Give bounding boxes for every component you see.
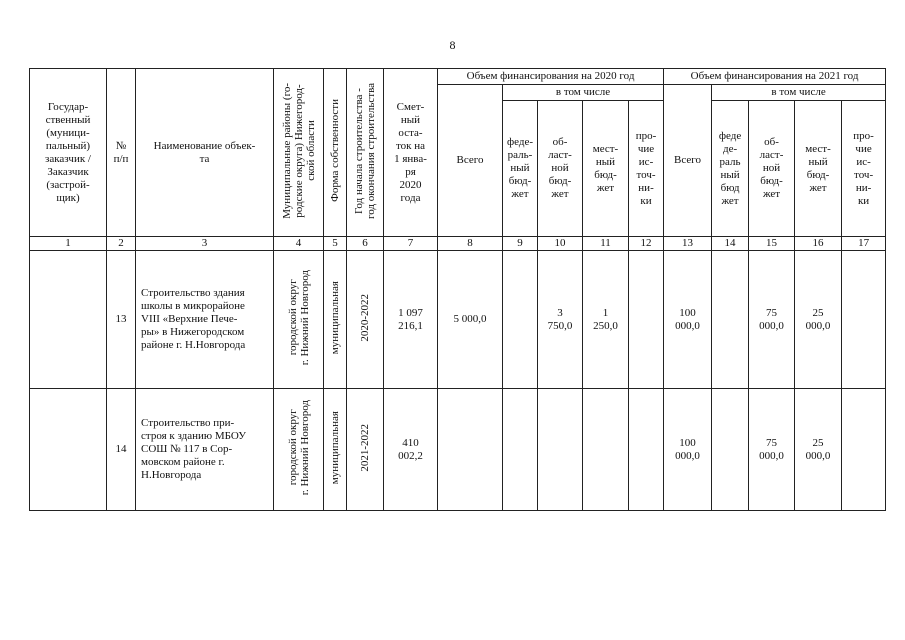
header-oth-2021: про- чие ис- точ- ни- ки — [842, 101, 886, 237]
column-number: 14 — [712, 237, 749, 251]
financing-table — [29, 68, 886, 511]
header-object-name: Наименование объек- та — [136, 69, 274, 237]
column-number: 15 — [749, 237, 795, 251]
column-number: 2 — [107, 237, 136, 251]
header-incl-2021: в том числе — [712, 85, 886, 101]
column-number: 16 — [795, 237, 842, 251]
cell-loc-2021: 25 000,0 — [795, 389, 842, 511]
header-reg-2021: об- ласт- ной бюд- жет — [749, 101, 795, 237]
header-customer: Государ- ственный (муници- пальный) заказчик / Заказчик (застрой- щик) — [30, 69, 107, 237]
column-number: 7 — [384, 237, 438, 251]
header-years: Год начала строительства - год окончания строительства — [347, 69, 384, 237]
header-incl-2020: в том числе — [503, 85, 664, 101]
cell-years: 2020-2022 — [347, 251, 384, 389]
cell-num: 14 — [107, 389, 136, 511]
cell-loc-2020 — [583, 389, 629, 511]
header-reg-2020: об- ласт- ной бюд- жет — [538, 101, 583, 237]
column-number: 12 — [629, 237, 664, 251]
cell-total-2021: 100 000,0 — [664, 389, 712, 511]
header-fed-2021: феде де- раль ный бюд жет — [712, 101, 749, 237]
column-number: 11 — [583, 237, 629, 251]
header-oth-2020: про- чие ис- точ- ни- ки — [629, 101, 664, 237]
cell-oth-2021 — [842, 251, 886, 389]
cell-remainder: 1 097 216,1 — [384, 251, 438, 389]
table-row — [30, 389, 886, 511]
cell-reg-2020: 3 750,0 — [538, 251, 583, 389]
column-numbers-row — [30, 237, 886, 251]
column-number: 3 — [136, 237, 274, 251]
cell-total-2020: 5 000,0 — [438, 251, 503, 389]
cell-ownership: муниципальная — [324, 389, 347, 511]
cell-reg-2021: 75 000,0 — [749, 251, 795, 389]
cell-num: 13 — [107, 251, 136, 389]
cell-oth-2020 — [629, 251, 664, 389]
column-number: 8 — [438, 237, 503, 251]
page-number: 8 — [449, 38, 456, 52]
cell-fed-2020 — [503, 389, 538, 511]
column-number: 4 — [274, 237, 324, 251]
cell-object-name: Строительство при- строя к зданию МБОУ СОШ № 117 в Сор- мовском районе г. Н.Новгорода — [136, 389, 274, 511]
cell-district: городской округ г. Нижний Новгород — [274, 251, 324, 389]
cell-remainder: 410 002,2 — [384, 389, 438, 511]
cell-fed-2021 — [712, 389, 749, 511]
cell-total-2021: 100 000,0 — [664, 251, 712, 389]
cell-oth-2021 — [842, 389, 886, 511]
cell-reg-2020 — [538, 389, 583, 511]
header-fin-2020: Объем финансирования на 2020 год — [438, 69, 664, 85]
column-number: 17 — [842, 237, 886, 251]
cell-loc-2020: 1 250,0 — [583, 251, 629, 389]
cell-fed-2021 — [712, 251, 749, 389]
cell-customer — [30, 389, 107, 511]
cell-ownership: муниципальная — [324, 251, 347, 389]
cell-oth-2020 — [629, 389, 664, 511]
header-fed-2020: феде- раль- ный бюд- жет — [503, 101, 538, 237]
column-number: 13 — [664, 237, 712, 251]
cell-loc-2021: 25 000,0 — [795, 251, 842, 389]
cell-object-name: Строительство здания школы в микрорайоне VIII «Верхние Печe- ры» в Нижегородском районе г. Н.Новгорода — [136, 251, 274, 389]
cell-years: 2021-2022 — [347, 389, 384, 511]
header-loc-2021: мест- ный бюд- жет — [795, 101, 842, 237]
header-ownership: Форма собственности — [324, 69, 347, 237]
column-number: 9 — [503, 237, 538, 251]
cell-customer — [30, 251, 107, 389]
header-total-2020: Всего — [438, 85, 503, 237]
cell-total-2020 — [438, 389, 503, 511]
header-fin-2021: Объем финансирования на 2021 год — [664, 69, 886, 85]
table-row — [30, 251, 886, 389]
header-district: Муниципальные районы (го- родские округа) Нижегород- ской области — [274, 69, 324, 237]
header-total-2021: Всего — [664, 85, 712, 237]
column-number: 10 — [538, 237, 583, 251]
column-number: 6 — [347, 237, 384, 251]
header-num: № п/п — [107, 69, 136, 237]
column-number: 1 — [30, 237, 107, 251]
header-remainder: Смет- ный оста- ток на 1 янва- ря 2020 года — [384, 69, 438, 237]
column-number: 5 — [324, 237, 347, 251]
header-loc-2020: мест- ный бюд- жет — [583, 101, 629, 237]
cell-fed-2020 — [503, 251, 538, 389]
cell-district: городской округ г. Нижний Новгород — [274, 389, 324, 511]
cell-reg-2021: 75 000,0 — [749, 389, 795, 511]
